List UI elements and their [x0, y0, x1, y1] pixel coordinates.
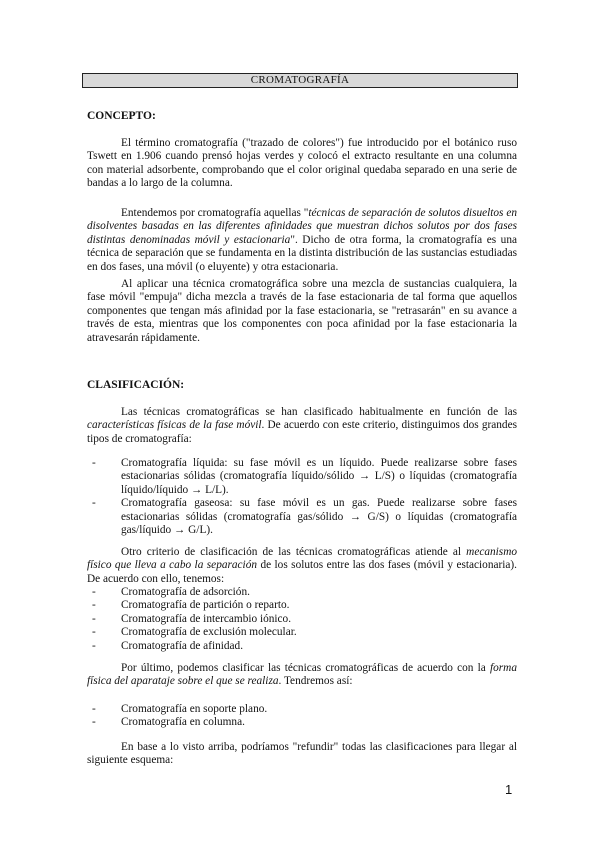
list-item [87, 457, 517, 497]
list-mobile-phase [87, 457, 517, 537]
list-item-text: Cromatografía en soporte plano. [121, 703, 268, 715]
list-item-text: Cromatografía de intercambio iónico. [121, 612, 292, 625]
list-item-text: Cromatografía gaseosa: su fase móvil es un gas. Puede realizarse sobre fases estacionarias sólidas (cromatografía gas/sólido → G/S) o líquidas (cromatografía gas/líquido → G/L). [121, 497, 517, 537]
text: ". Dicho de otra forma, la cromatografía es una técnica de separación que se fundamenta en la distinta distribución de las sustancias estudiadas en dos fases, una móvil (o eluyente) y otra estacionaria. [87, 233, 517, 273]
bullet-dash: - [92, 626, 96, 639]
bullet-dash: - [92, 497, 96, 510]
list-item [87, 703, 517, 716]
text: de los solutos entre las dos fases (móvil y estacionaria). De acuerdo con ello, tenemos: [87, 559, 517, 585]
italic-text: técnicas de separación de solutos disueltos en disolventes basadas en las diferentes afinidades que muestran dichos solutos por dos fases distintas denominadas móvil y estacionaria [87, 207, 517, 246]
list-item-text: Cromatografía de afinidad. [121, 639, 244, 652]
text: . Tendremos así: [278, 675, 353, 688]
list-item-text: Cromatografía líquida: su fase móvil es un líquido. Puede realizarse sobre fases estacionarias sólidas (cromatografía líquido/sólido → L/S) o líquidas (cromatografía líquido/líquido → L/L). [121, 457, 517, 496]
paragraph: Al aplicar una técnica cromatográfica sobre una mezcla de sustancias cualquiera, la fase móvil "empuja" dicha mezcla a través de la fase estacionaria de tal forma que aquellos componentes que tengan más afinidad por la fase estacionaria, se "retrasarán" en su avance a través de esta, mientras que los componentes con poca afinidad por la fase estacionaria la atravesarán rápidamente. [87, 278, 517, 344]
bullet-dash: - [92, 599, 96, 612]
italic-text: mecanismo físico que lleva a cabo la separación [87, 546, 517, 572]
heading-clasificacion: CLASIFICACIÓN: [87, 379, 185, 391]
document-title: CROMATOGRAFÍA [82, 73, 518, 88]
text: Entendemos por cromatografía aquellas " [121, 207, 309, 219]
list-item [87, 586, 517, 599]
list-item-text: Cromatografía de exclusión molecular. [121, 626, 297, 639]
paragraph [87, 207, 517, 274]
text: Otro criterio de clasificación de las técnicas cromatográficas atiende al [121, 546, 467, 558]
paragraph: El término cromatografía ("trazado de colores") fue introducido por el botánico ruso Tswett en 1.906 cuando prensó hojas verdes y colocó el extracto resultante en una columna con material adsorbente, comprobando que el color original quedaba separado en una serie de bandas a lo largo de la columna. [87, 137, 517, 190]
list-item [87, 497, 517, 537]
italic-text: forma física del aparataje sobre el que se realiza [87, 662, 517, 688]
text: Por último, podemos clasificar las técnicas cromatográficas de acuerdo con la [121, 662, 490, 674]
heading-concepto: CONCEPTO: [87, 110, 156, 122]
bullet-dash: - [92, 586, 96, 598]
list-item [87, 599, 517, 612]
paragraph [87, 662, 517, 689]
list-item [87, 626, 517, 639]
italic-text: características físicas de la fase móvil [87, 419, 262, 432]
text: Las técnicas cromatográficas se han clasificado habitualmente en función de las [121, 406, 517, 418]
text: . De acuerdo con este criterio, distinguimos dos grandes tipos de cromatografía: [87, 419, 517, 445]
list-item-text: Cromatografía de adsorción. [121, 586, 250, 598]
bullet-dash: - [92, 639, 96, 652]
paragraph: En base a lo visto arriba, podríamos "refundir" todas las clasificaciones para llegar al siguiente esquema: [87, 741, 517, 767]
bullet-dash: - [92, 612, 96, 625]
page-number: 1 [505, 782, 513, 797]
list-item-text: Cromatografía de partición o reparto. [121, 599, 290, 612]
list-apparatus [87, 703, 517, 730]
list-item [87, 613, 517, 626]
paragraph [87, 406, 517, 446]
list-item [87, 640, 517, 653]
bullet-dash: - [92, 457, 96, 469]
list-item-text: Cromatografía en columna. [121, 716, 245, 729]
bullet-dash: - [92, 703, 96, 715]
paragraph [87, 546, 517, 586]
list-item [87, 716, 517, 729]
list-mechanism [87, 586, 517, 653]
bullet-dash: - [92, 716, 96, 729]
